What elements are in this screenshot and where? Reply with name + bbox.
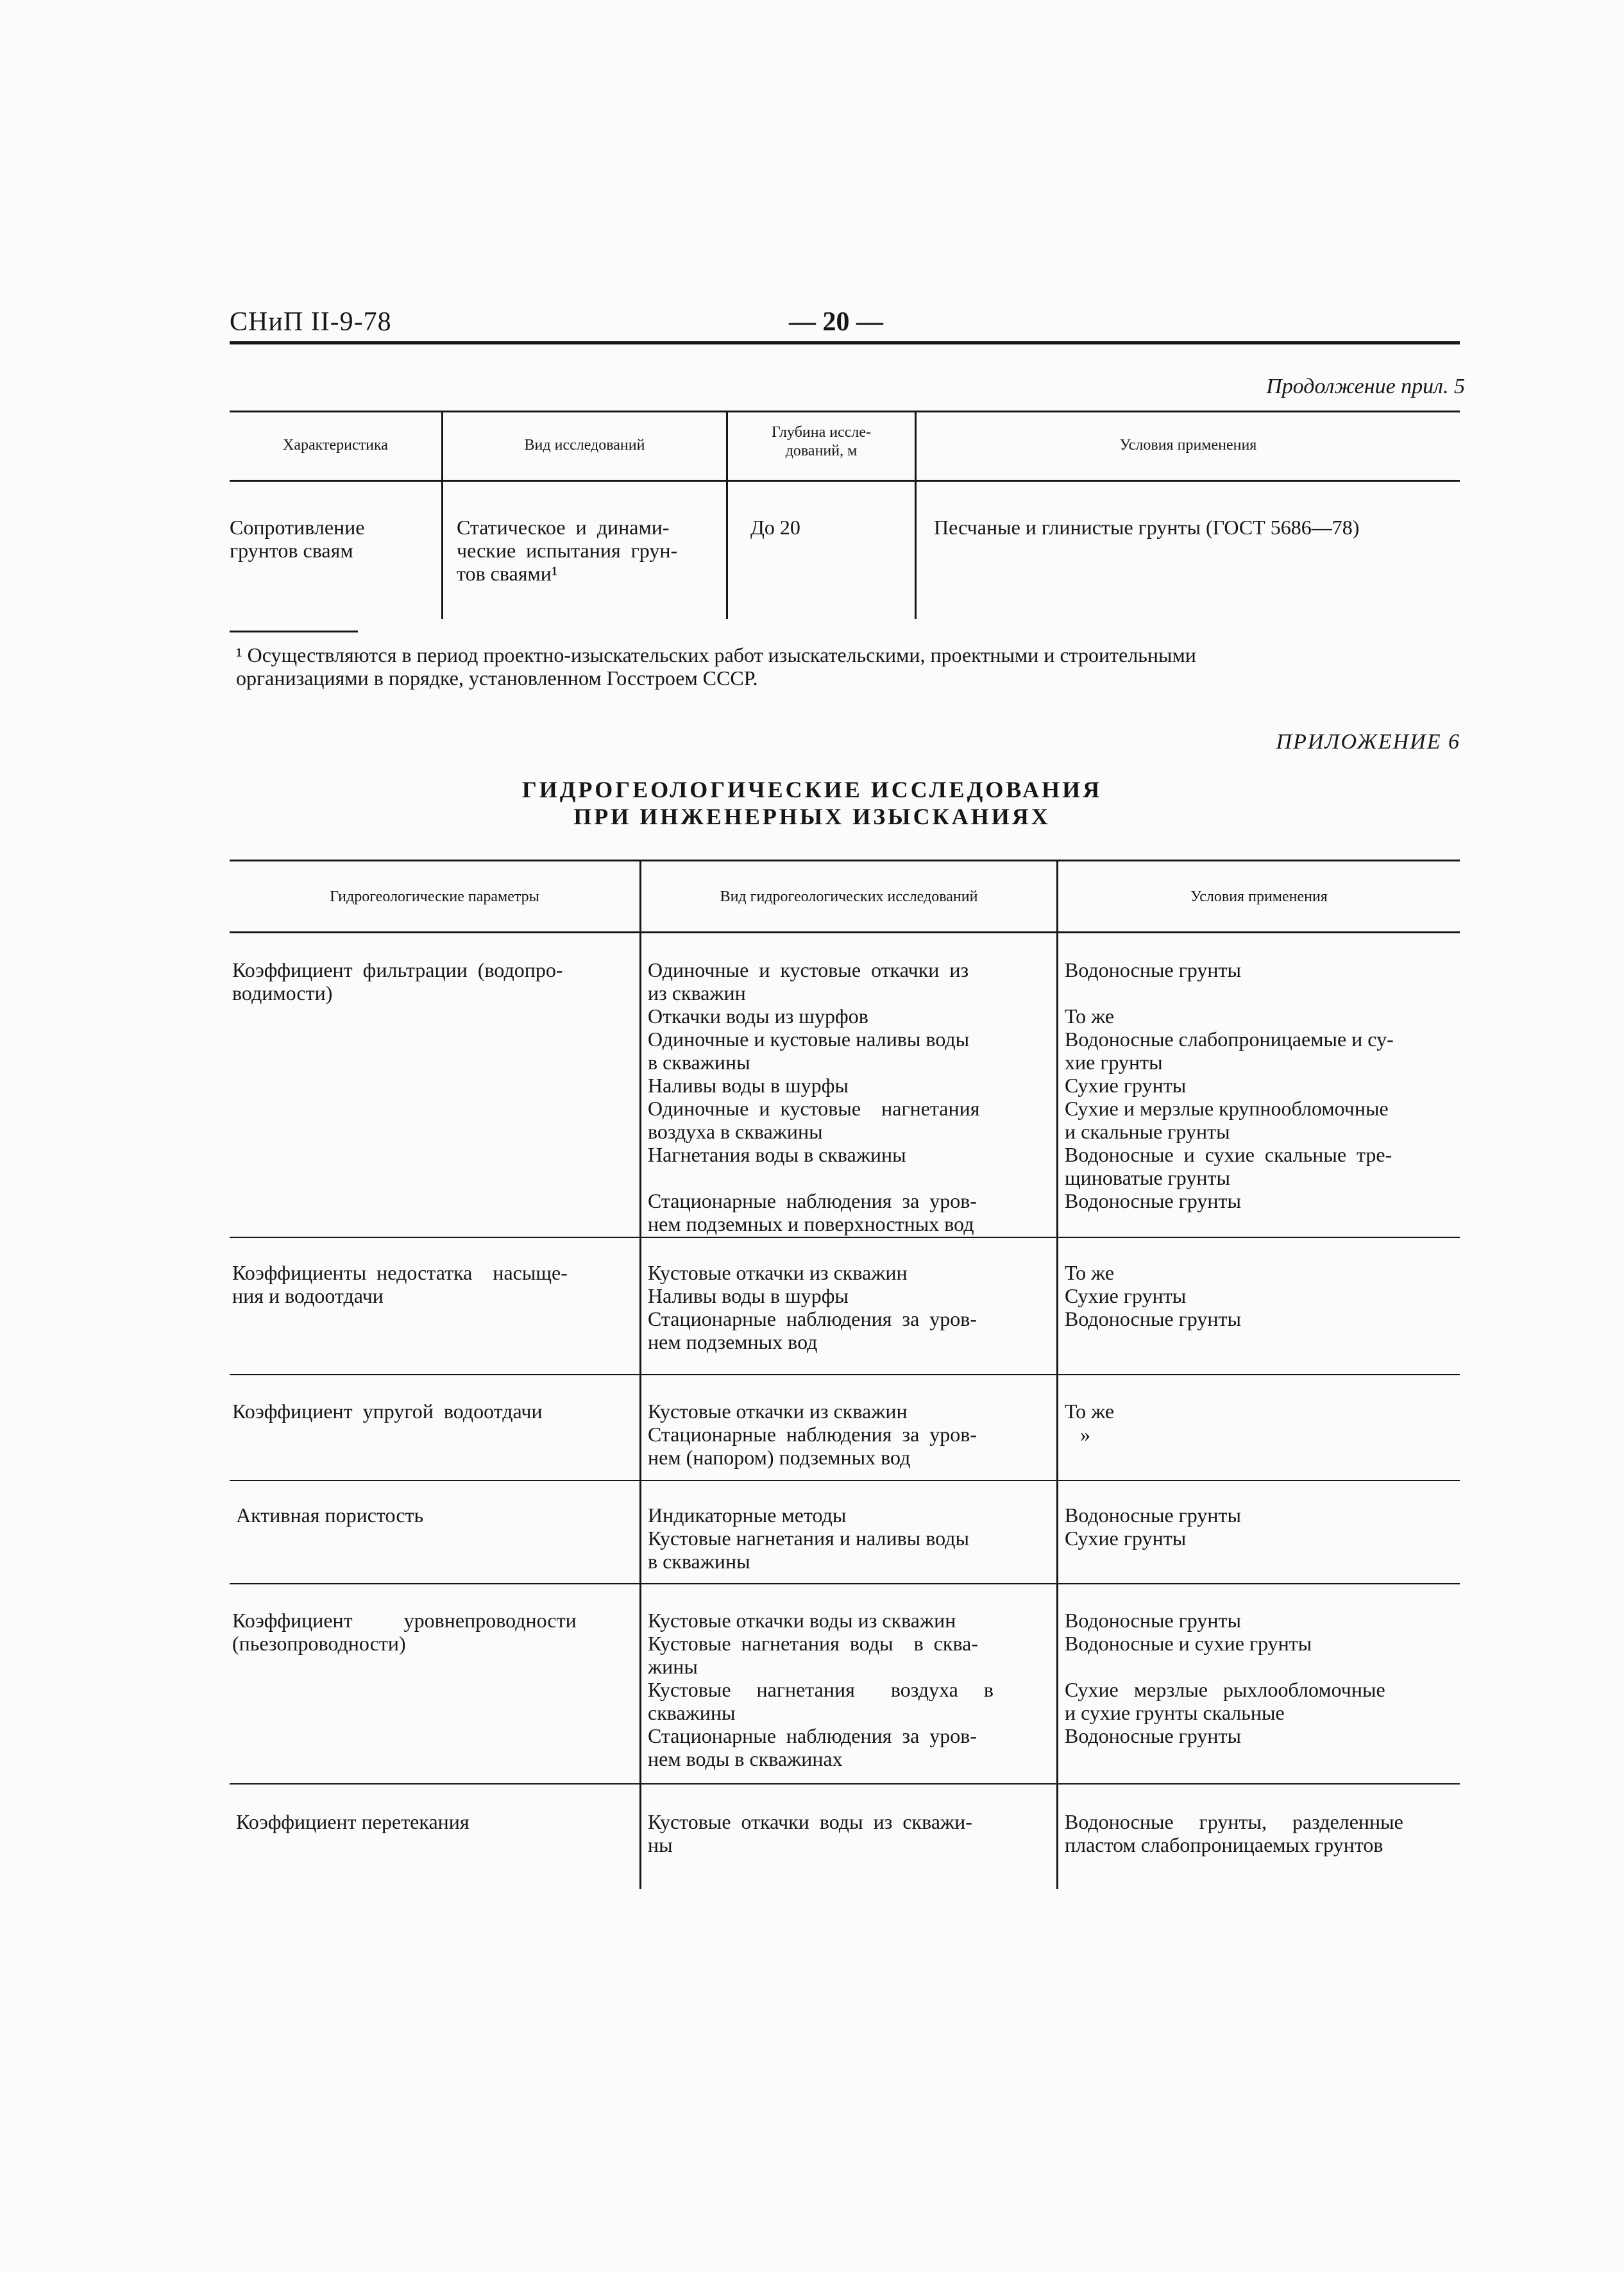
document-code: СНиП II-9-78 — [230, 307, 392, 337]
table2-row1-param: Коэффициент фильтрации (водопро- водимости) — [232, 958, 563, 1005]
section-title-line-2: ПРИ ИНЖЕНЕРНЫХ ИЗЫСКАНИЯХ — [573, 804, 1051, 829]
table2-row2-param: Коэффициенты недостатка насыще- ния и водоотдачи — [232, 1261, 568, 1307]
header-rule — [230, 341, 1460, 344]
table2-row4-param: Активная пористость — [236, 1504, 424, 1527]
table2-row-rule — [230, 1783, 1460, 1785]
table1-header-rule — [230, 480, 1460, 482]
footnote: ¹ Осуществляются в период проектно-изыскательских работ изыскательскими, проектными и строительными организациями в порядке, установленном Госстроем СССР. — [236, 643, 1196, 690]
table1-cell-characteristic: Сопротивление грунтов сваям — [230, 516, 365, 562]
table2-header-conditions: Условия применения — [1190, 888, 1328, 905]
table1-cell-method: Статическое и динами- ческие испытания грун- тов сваями¹ — [457, 516, 678, 585]
table2-row-rule — [230, 1237, 1460, 1238]
table2-row5-methods: Кустовые откачки воды из скважин Кустовые нагнетания воды в сква- жины Кустовые нагнетания воздуха в скважины Стационарные наблюдения за уров- нем воды в скважинах — [648, 1609, 994, 1770]
table1-top-rule — [230, 411, 1460, 412]
table2-top-rule — [230, 860, 1460, 861]
table2-row-rule — [230, 1480, 1460, 1481]
appendix-label: ПРИЛОЖЕНИЕ 6 — [1276, 730, 1460, 754]
table2-row1-conditions: Водоносные грунты То же Водоносные слабопроницаемые и су- хие грунты Сухие грунты Сухие и мерзлые крупнообломочные и скальные грунты Водоносные и сухие скальные тре- щиноватые грунты Водоносные грунты — [1065, 958, 1394, 1212]
table1-header-characteristic: Характеристика — [283, 437, 388, 454]
table2-row3-conditions: То же » — [1065, 1400, 1115, 1446]
continuation-label: Продолжение прил. 5 — [1266, 375, 1465, 398]
footnote-rule — [230, 631, 358, 632]
table2-row6-methods: Кустовые откачки воды из скважи- ны — [648, 1810, 972, 1856]
table2-header-rule — [230, 931, 1460, 933]
table2-row1-methods: Одиночные и кустовые откачки из из скважин Откачки воды из шурфов Одиночные и кустовые наливы воды в скважины Наливы воды в шурфы Одиночные и кустовые нагнетания воздуха в скважины Нагнетания воды в скважины Стационарные наблюдения за уров- нем подземных и поверхностных вод — [648, 958, 980, 1235]
table1-header-method: Вид исследований — [524, 437, 645, 454]
table2-row3-methods: Кустовые откачки из скважин Стационарные наблюдения за уров- нем (напором) подземных вод — [648, 1400, 977, 1469]
table1-cell-depth: До 20 — [750, 516, 800, 539]
table1-cell-conditions: Песчаные и глинистые грунты (ГОСТ 5686—78) — [934, 516, 1360, 539]
table2-row4-methods: Индикаторные методы Кустовые нагнетания и наливы воды в скважины — [648, 1504, 970, 1573]
table2-row2-conditions: То же Сухие грунты Водоносные грунты — [1065, 1261, 1241, 1330]
section-title-line-1: ГИДРОГЕОЛОГИЧЕСКИЕ ИССЛЕДОВАНИЯ — [521, 777, 1103, 802]
table2-row5-param: Коэффициент уровнепроводности (пьезопроводности) — [232, 1609, 577, 1655]
table2-row2-methods: Кустовые откачки из скважин Наливы воды в шурфы Стационарные наблюдения за уров- нем подземных вод — [648, 1261, 977, 1353]
page-number: — 20 — — [789, 307, 883, 337]
table2-header-parameters: Гидрогеологические параметры — [330, 888, 539, 905]
table2-row3-param: Коэффициент упругой водоотдачи — [232, 1400, 543, 1423]
table2-row6-param: Коэффициент перетекания — [236, 1810, 469, 1833]
table1-header-conditions: Условия применения — [1119, 437, 1257, 454]
table2-row6-conditions: Водоносные грунты, разделенные пластом слабопроницаемых грунтов — [1065, 1810, 1403, 1856]
table2-row4-conditions: Водоносные грунты Сухие грунты — [1065, 1504, 1241, 1550]
table2-header-methods: Вид гидрогеологических исследований — [720, 888, 978, 905]
table2-row5-conditions: Водоносные грунты Водоносные и сухие грунты Сухие мерзлые рыхлообломочные и сухие грунты скальные Водоносные грунты — [1065, 1609, 1385, 1747]
table1-header-depth: Глубина иссле- дований, м — [771, 424, 872, 459]
table2-row-rule — [230, 1583, 1460, 1584]
table2-row-rule — [230, 1374, 1460, 1375]
